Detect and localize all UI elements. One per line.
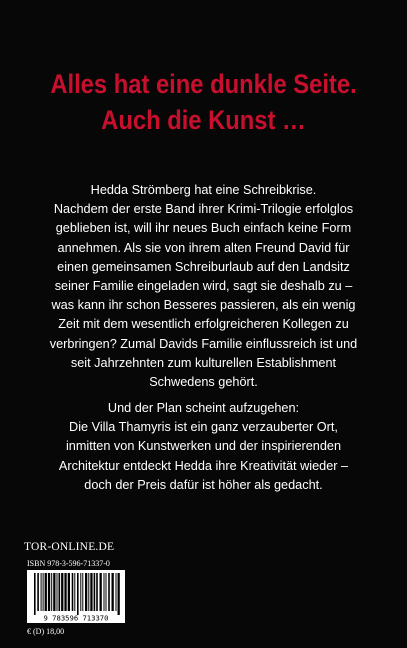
blurb-paragraph-2 (0, 399, 407, 495)
barcode-bar (72, 573, 74, 611)
barcode-bar (106, 573, 107, 611)
blurb-paragraph-1 (0, 181, 407, 392)
barcode-bar (59, 573, 61, 611)
barcode-bar (68, 573, 70, 611)
barcode-bar (37, 573, 39, 611)
barcode-bar (51, 573, 52, 611)
barcode-bar (45, 573, 47, 611)
publisher-url: TOR-ONLINE.DE (24, 541, 115, 553)
blurb-line: seiner Familie eingeladen wird, sagt sie deshalb zu – (54, 279, 353, 294)
barcode-bar (112, 573, 114, 611)
blurb-line: Hedda Strömberg hat eine Schreibkrise. (90, 183, 317, 197)
barcode-bar (53, 573, 55, 611)
price-text: € (D) 18,00 (27, 627, 65, 636)
blurb-line: doch der Preis dafür ist höher als gedacht. (84, 477, 323, 492)
isbn-text: ISBN 978-3-596-71337-0 (27, 559, 110, 568)
barcode-bar (108, 573, 110, 611)
barcode-bar (118, 573, 120, 615)
barcode-bar (90, 573, 92, 611)
barcode-bar (34, 573, 36, 615)
barcode-bar (61, 573, 63, 611)
barcode-bar (77, 573, 79, 615)
barcode-bar (96, 573, 98, 611)
blurb-line: Zeit mit dem wesentlich erfolgreicheren Kollegen zu (58, 317, 349, 332)
barcode-bar (88, 573, 89, 611)
barcode-digits: 9 783596 713370 (43, 613, 109, 623)
blurb-line: seit Jahrzehnten zum kulturellen Establishment (70, 355, 337, 370)
tagline-line-2: Auch die Kunst … (101, 105, 306, 135)
tagline (24, 66, 382, 138)
barcode-bar (116, 573, 117, 611)
blurb-line: verbringen? Zumal Davids Familie einflussreich ist und (49, 336, 358, 351)
barcode (27, 570, 125, 623)
barcode-bar (48, 573, 50, 611)
blurb-line: Und der Plan scheint aufzugehen: (107, 401, 300, 415)
barcode-bar (80, 573, 81, 611)
blurb-line: geblieben ist, will ihr neues Buch einfach keine Form (55, 221, 352, 236)
barcode-bar (43, 573, 44, 611)
barcode-bar (64, 573, 66, 611)
barcode-bar (94, 573, 96, 611)
blurb-line: Nachdem der erste Band ihrer Krimi-Trilogie erfolglos (53, 202, 354, 217)
blurb-line: Schwedens gehört. (149, 375, 258, 390)
barcode-bars (27, 570, 125, 623)
blurb-line: annehmen. Als sie von ihrem alten Freund David für (57, 240, 350, 255)
blurb-line: was kann ihr schon Besseres passieren, als ein wenig (51, 298, 356, 313)
barcode-bar (41, 573, 42, 611)
blurb-line: einen gemeinsamen Schreiburlaub auf den Landsitz (57, 259, 350, 274)
blurb-line: Architektur entdeckt Hedda ihre Kreativität wieder – (58, 458, 349, 473)
barcode-bar (57, 573, 58, 611)
barcode-bar (100, 573, 102, 611)
barcode-bar (85, 573, 87, 611)
barcode-bar (82, 573, 83, 611)
blurb-line: inmitten von Kunstwerken und der inspirierenden (65, 439, 342, 454)
blurb-line: Die Villa Thamyris ist ein ganz verzauberter Ort, (69, 420, 338, 435)
barcode-bar (74, 573, 75, 611)
barcode-bar (104, 573, 105, 611)
tagline-line-1: Alles hat eine dunkle Seite. (50, 69, 357, 99)
